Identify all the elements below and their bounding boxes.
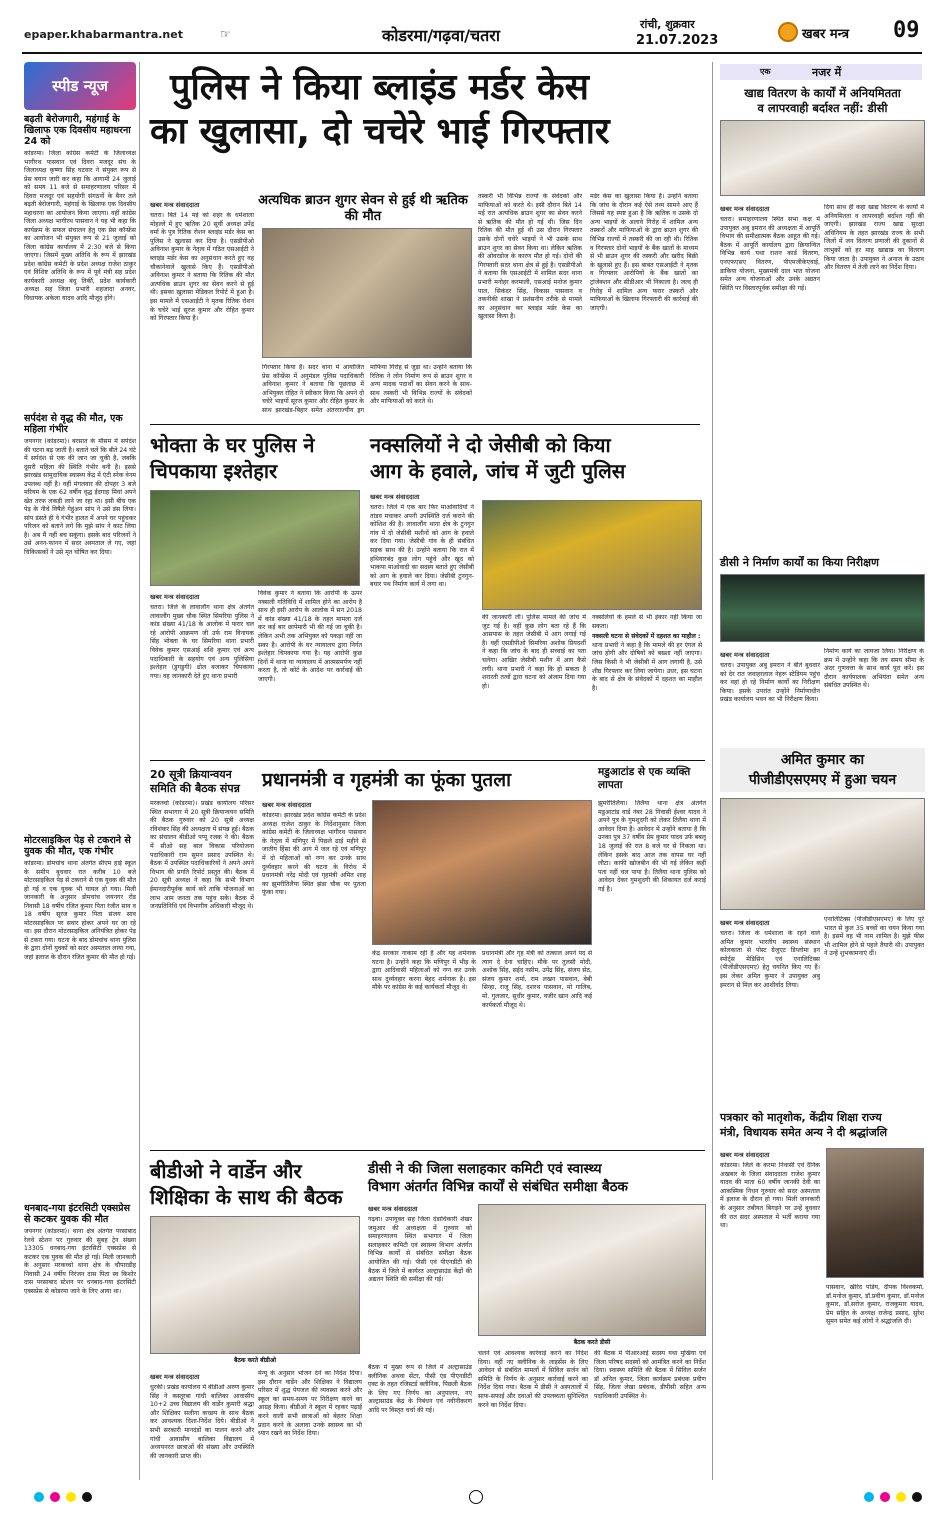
dc-meeting-body: की बैठक में पीआरआई सदस्य यथा मुखिया एवं जिला परिषद सदस्यों को आमंत्रित करने का निर्देश दिया। स्वास्थ्य समिति की बैठक में सिविल सर्जन डॉ अनिल कुमार, जिला कार्यक्रम प्रबंधक प्रवीण सिंह, जिला लेखा प्रबंधक, डीपीसी सहित अन्य पदाधिकारी उपस्थित थे। xyxy=(594,1350,706,1400)
madhuatand-headline: मडुआटांड से एक व्यक्ति लापता xyxy=(598,766,691,791)
lead-body: मर्डर केस का खुलासा किया है। उन्होंने बताया कि जांच के दौरान कई ऐसे तथ्य सामने आए हैं जिससे यह स्पष्ट हुआ है कि ऋतिक व उसके दो अन्य भाइयों के अलावे गिरोह में शामिल अन्य तस्करों और माफियाओं के द्वारा ब्राउन शुगर की विभिन्न राज्यों में तस्करी की जा रही थी। रितिक व गिरफ्तार दोनों भाइयों के बैंक खातों के माध्यम से भी ब्राउन शुगर की तस्करी और खरीद बिक्री के खुलासे हुए हैं। इस बाबत एसआईटी ने मृतक व गिरफ्तार आरोपियों के बैंक खातों का ट्रांजेक्शन और सीडीआर भी निकाला है। जल्द ही गिरोह में शामिल अन्य फरार तस्करों और माफियाओं के खिलाफ गिरफ्तारी की कार्रवाई की जाएगी। xyxy=(590,193,698,312)
speed-news-headline: धनबाद-गया इंटरसिटी एक्सप्रेस से कटकर युवक की मौत xyxy=(24,1203,131,1225)
speed-news-body: कोडरमा। डोमचांच थाना अंतर्गत सीएम हाई स्कूल के समीप बुधवार रात करीब 10 बजे मोटरसाइकिल पेड़ से टकराने से एक युवक की मौत हो गई व एक युवक भी घायल हो गया। मिली जानकारी के अनुसार डोमचांच जयनगर रोड निवासी 18 वर्षीय रजित कुमार पिता रंजीत साव व 18 वर्षीय सूरज कुमार पिता संजय साव मोटरसाइकिल पर सवार होकर अपने घर जा रहे था। इस दौरान मोटरसाइकिल अनियंत्रित होकर पेड़ से टकरा गया। घटना के बाद डोमचांच थाना पुलिस के द्वारा दोनों युवकों को सदर अस्पताल लाया गया, जहां इलाज के दौरान रंजित कुमार की मौत हो गई। xyxy=(24,860,136,961)
photo-caption: बैठक करते बीडीओ xyxy=(233,1357,277,1364)
masthead xyxy=(0,0,945,58)
dc-meeting-headline-line: डीसी ने की जिला सलाहकार कमिटी एवं स्वास्थ्य xyxy=(368,1161,602,1177)
amit-headline-line: पीजीडीएसएमए में हुआ चयन xyxy=(748,772,897,788)
amit-body: एनालिटिक्स (पीजीडीएसएमए) के लिए पूरे भारत से कुल 35 बच्चों का चयन किया गया है। इसमें वह भी नाम शामिल है। मुझे फीस भी शामिल होने से पहले तैयारी थी। उपायुक्त ने उन्हें शुभकामनाएं दीं। xyxy=(824,916,924,958)
speed-news-headline: मोटरसाइकिल पेड़ से टकराने से युवक की मौत, एक गंभीर xyxy=(24,835,131,857)
naxal-photo-jcb xyxy=(482,500,702,610)
header-rule xyxy=(22,52,922,54)
color-dot-icon xyxy=(66,1492,76,1502)
nazar-photo xyxy=(720,120,925,196)
bdo-body: धुरकी। प्रखंड कार्यालय में बीडीओ अरुण कुमार सिंह ने कस्तूरबा गांधी बालिका आवासीय 10+2 उच्च विद्यालय की वार्डेन कुमारी श्रद्धा और शिक्षिका सलीना कच्छप के साथ बैठक कर आवश्यक दिशा-निर्देश दिये। बीडीओ ने सभी सरकारी मानदंडों का पालन करने और गांधी आवासीय बालिका विद्यालय में अध्ययनरत छात्राओं की संख्या और उपस्थिति की जानकारी प्राप्त की। xyxy=(150,1384,254,1460)
naxal-body: चतरा। जिले में एक बार फिर माओवादियों ने तांडव मचाकर अपनी उपस्थिति दर्ज कराने की कोशिश की है। लावालौंग थाना क्षेत्र के टुनगुन गांव में दो जेसीबी मशीनों को आग के हवाले कर दिया गया। जेसीबी गांव के ही संबंधित सड़क साथ की है। उन्होंने बताया कि रात में हथियारबंद कुछ लोग पहुंचे और खुद को भाकपा माओवादी का सदस्य बताते हुए जेसीबी को आग के हवाले कर दिया। जेसीबी टुनगुन-बघार पथ निर्माण कार्य में लगा था। xyxy=(370,504,474,589)
byline: खबर मन्त्र संवाददाता xyxy=(262,801,312,809)
dc-inspect-body: चतरा। उपायुक्त अबु इमरान ने बीते बुधवार को देर रात जवाहरलाल नेहरू स्टेडियम पहुंच कर वहां हो रहे निर्माण कार्यों का निरीक्षण किया। इसके उपरांत उन्होंने निर्माणाधीन प्रखंड कार्यालय भवन का भी निरीक्षण किया। xyxy=(720,662,820,704)
twenty-point-body: मरकच्चो (कोडरमा)। प्रखंड कार्यालय परिसर स्थित सभागार में 20 सूत्री क्रियान्वयन समिति की बैठक गुरुवार को 20 सूत्री अध्यक्ष रविशंकर सिंह की अध्यक्षता में संपन्न हुई। बैठक का संचालन बीडीओ पप्पू रजक ने की। बैठक में सीओ सह बाल विकास परियोजना पदाधिकारी राम सुमन प्रसाद उपस्थित थे। बैठक में उपस्थित पदाधिकारियों ने अपने अपने विभाग की प्रगति रिपोर्ट प्रस्तुत की। बैठक में 20 सूत्री अध्यक्ष ने कहा कि सभी विभाग ईमानदारीपूर्वक कार्य करें ताकि योजनाओं का लाभ आम जनता तक पहुंच सके। बैठक में जनप्रतिनिधि एवं विभागीय अधिकारी मौजूद थे। xyxy=(150,800,254,911)
color-dot-icon xyxy=(82,1492,92,1502)
speed-news-headline: बढ़ती बेरोजगारी, महंगाई के खिलाफ एक दिवसीय महाधरना 24 को xyxy=(24,114,131,147)
naxal-body xyxy=(592,614,702,754)
brand-logo-icon xyxy=(778,22,798,42)
dc-inspect-body: निर्माण कार्य का जायजा लिया। निरीक्षण के क्रम में उन्होंने कहा कि तय समय सीमा के अंदर गुणवत्ता के साथ कार्य पूरा करें। इस दौरान कार्यपालक अभियंता समेत अन्य संबंधित उपस्थित थे। xyxy=(824,648,924,690)
column-divider xyxy=(139,62,140,1480)
byline: खबर मन्त्र संवाददाता xyxy=(720,205,770,213)
byline: खबर मन्त्र संवाददाता xyxy=(150,1373,200,1381)
amit-headline xyxy=(720,748,925,792)
speed-news-body: जयनगर (कोडरमा)। बरसात के मौसम में सर्पदंश की घटना बढ़ जाती है। बताते चलें कि बीते 24 घंटे में सर्पदंश से एक की जान जा चुकी है, जबकि दूसरी महिला की स्थिति गंभीर बनी है। इससे झारखंड सामुदायिक स्वास्थ्य केंद्र में एंटी स्नेक वेनम उपलब्ध नहीं है। वहीं मंगलवार की दोपहर 3 बजे मरियम के एक 62 वर्षीय वृद्ध ईदगाह मियां अपने खेत तरफ लकड़ी लाने जा रहा था। इसी बीच एक पेड़ के नीचे विषैले गेहुंअन सांप ने उसे डंस लिया। सांप डंसते ही वे गंभीर हालत में अपने घर पहुंचकर परिजन को बताने लगे कि मुझे सांप ने काट लिया है। अब मैं नहीं बच सकूंगा। इसके बाद परिजनों ने उसे अनन-फानन में सदर अस्पताल ले गए, जहां चिकित्सकों ने उसे मृत घोषित कर दिया। xyxy=(24,438,136,556)
column-divider xyxy=(712,62,713,1480)
amit-body: चतरा। जिला के धर्मशाला के रहने वाले अमित कुमार भारतीय स्वास्थ्य संस्थान कोलकाता से पोस्ट ग्रेजुएट डिप्लोमा इन स्पोर्ट्स मेडिसिन एवं एनालिटिक्स (पीजीडीएसएमए) हेतु चयनित किए गए हैं। इस लेकर अमित कुमार ने उपायुक्त अबु इमरान से मिल कर आशीर्वाद लिया। xyxy=(720,930,820,989)
byline: खबर मन्त्र संवाददाता xyxy=(368,1205,418,1213)
effigy-headline: प्रधानमंत्री व गृहमंत्री का फूंका पुतला xyxy=(262,769,512,791)
dc-meeting-photo xyxy=(478,1204,706,1336)
bdo-headline-line: शिक्षिका के साथ की बैठक xyxy=(150,1185,343,1209)
color-dot-icon xyxy=(34,1492,44,1502)
registration-mark-icon xyxy=(469,1490,483,1504)
dc-meeting-body: बैठक में मुख्य रूप से जिले में अल्ट्रासाउंड क्लीनिक अथवा सेंटर, पीसी एंड पीएनडीटी एक्ट के तहत रजिस्टर्ड क्लीनिक, पिछली बैठक के लिए गए निर्णय का अनुपालन, नए अल्ट्रासाउंड केंद्र के निबंधन एवं नवीनीकरण आदि पर विस्तृत चर्चा की गई। xyxy=(368,1364,472,1414)
bdo-photo xyxy=(150,1216,360,1354)
lead-subhead: अत्यधिक ब्राउन शुगर सेवन से हुई थी ऋतिक की मौत xyxy=(258,193,468,224)
byline: खबर मन्त्र संवाददाता xyxy=(150,593,200,601)
speed-news-headline: सर्पदंश से वृद्ध की मौत, एक महिला गंभीर xyxy=(24,413,123,435)
dc-inspect-headline: डीसी ने निर्माण कार्यों का किया निरीक्षण xyxy=(720,556,879,569)
effigy-body: कोडरमा। झारखंड प्रदेश कांग्रेस कमेटी के प्रदेश अध्यक्ष राजेश ठाकुर के निर्देशानुसार जिला कांग्रेस कमेटी के जिलाध्यक्ष भागीरथ पासवान के नेतृत्व में मणिपुर में पिछले ढाई महीने से जातीय हिंसा की आग में जल रहे एवं मणिपुर में दो महिलाओं को नग्न कर उनके साथ दुर्व्यवहार करने की घटना के विरोध में प्रधानमंत्री नरेंद्र मोदी एवं गृहमंत्री अमित शाह का झुमरीतिलैया स्थित झंडा चौक पर पुतला फूंका गया। xyxy=(262,812,366,897)
byline: खबर मन्त्र संवाददाता xyxy=(720,919,770,927)
naxal-body: की जानकारी ली। पुलिस मामले की जांच में जुट गई है। वहीं कुछ लोग बता रहे हैं कि आसपास के तहत जेसीबी में आग लगाई गई है। वहीं एसडीपीओ सिमरिया अशोक प्रियदर्शी ने कहा कि जांच के बाद ही सच्चाई का पता चलेगा। आखिर जेसीबी मशीन में आग कैसे लगी। थाना प्रभारी ने कहा कि हो सकता है शरारती तत्वों द्वारा घटना को अंजाम दिया गया हो। xyxy=(482,614,586,690)
bhokta-body: चतरा। जिले के लावालौंग थाना क्षेत्र अंतर्गत लावालौंग मुख्य चौक स्थित सिमरिया पुलिस ने कांड संख्या 41/18 के आलोक में फरार चल रहे आरोपी आक्रमण जी उर्फ राम विनायक सिंह भोक्ता के घर सिमरिया थाना प्रभारी विवेक कुमार एसआई शशि कुमार एवं अन्य पदाधिकारी के सहयोग एवं अन्य पुलिसिया इश्तेहार (डुगडुगी) ढोल बजाकर चिपकाया गया। वह जानकारी देते हुए थाना प्रभारी xyxy=(150,604,254,680)
nazar-body: दिया साथ ही कहा खाद्य वितरण के कार्यों में अनियमितता व लापरवाही बर्दाश्त नहीं की जाएगी। झारखंड राज्य खाद्य सुरक्षा अधिनियम के तहत झारखंड राज्य के सभी जिलों में जन वितरण प्रणाली की दुकानों से लाभुकों को हर माह खाद्यान्न का वितरण किया जाता है। उपायुक्त ने अनाज के उठाव और वितरण में तेजी लाने का निर्देश दिया। xyxy=(824,204,924,272)
nazar-headline-line: खाद्य वितरण के कार्यों में अनियमितता xyxy=(744,86,901,100)
speed-news-column xyxy=(24,62,136,1480)
bdo-headline-line: बीडीओ ने वार्डेन और xyxy=(150,1159,302,1183)
print-registration-strip xyxy=(24,1490,924,1504)
issue-date: 21.07.2023 xyxy=(636,33,719,48)
bhokta-photo xyxy=(150,490,360,586)
naxal-headline-line: नक्सलियों ने दो जेसीबी को किया xyxy=(370,433,611,457)
site-url[interactable]: epaper.khabarmantra.net xyxy=(24,28,183,41)
lead-body: चतरा। बिते 14 मई को शहर के धर्मशाला मोहल्ले में हुए ऋतिक 20 सूर्यी अध्यक्ष उपेंद्र वर्मा के पुत्र रितिक रोशन ब्लाइंड मर्डर केस का पुलिस ने खुलासा कर दिया है। एसडीपीओ अविनाश कुमार के नेतृत्व में गठित एसआईटी ने ब्लाइंड मर्डर केस का अनुसंधान करते हुए वह चौकानेवाले खुलासे किए हैं। एसडीपीओ अविनाश कुमार ने बताया कि रितिक की मौत अत्यधिक ब्राउन शुगर का सेवन करने से हुई थी। इसका खुलासा मेडिकल रिपोर्ट में हुआ है। इस मामले में एसआईटी ने मृतक रितिक रोशन के चचेरे भाई सूरज कुमार और रोहित कुमार को गिरफ्तार किया है। xyxy=(150,212,254,323)
effigy-body: प्रधानमंत्री और गृह मंत्री को तत्काल अपने पद से त्याग दे देना चाहिए। मौके पर तुलसी मोदी, अशोक सिंह, सईद नसीम, उपेंद्र सिंह, संजय सेठ, संजय कुमार शर्मा, राम लखन पासवान, बेबी सिन्हा, राजू सिंह, दशरथ पासवान, मो गालिब, मो. गुलजार, सुधीर कुमार, वजीर खान आदि कई कार्यकर्ता मौजूद थे। xyxy=(482,950,592,1009)
nazar-label-2: नजर में xyxy=(812,66,842,79)
bhokta-body: विवेक कुमार ने बताया कि आरोपी के ऊपर नक्सली गतिविधि में शामिल होने का आरोप है साथ ही इसी आरोप के आलोक में सन 2018 में कांड संख्या 41/18 के तहत मामला दर्ज कर कई बार छापेमारी भी की गई जा चुकी है। लेकिन अभी तक अभियुक्त को पकड़ा नहीं जा सका है। आरोपी के घर न्यायालय द्वारा निर्गत इश्तेहार चिपकाया गया है। यह आरोपी कुछ दिनों में थाना या न्यायालय में आत्मसमर्पण नहीं करता है, तो कोर्ट के आदेश पर कार्रवाई की जाएगी। xyxy=(258,590,362,683)
madhuatand-body: झुमरीतिलैया। तिलैया थाना क्षेत्र अंतर्गत मडुआटांड वार्ड नंबर 28 निवासी ईश्वर यादव ने अपने पुत्र के गुमशुदगी को लेकर तिलैया थाना में आवेदन दिया है। आवेदन में उन्होंने बताया है कि उनका पुत्र 37 वर्षीय प्रेम कुमार यादव उर्फ बबलू 18 जुलाई की रात 8 बजे घर से निकला था। लेकिन इसके बाद आज तक वापस घर नहीं लौटा। काफी खोजबीन की भी गई लेकिन कहीं पता नहीं चल पाया है। तिलैया थाना पुलिस को आवेदन देकर गुमशुदगी की शिकायत दर्ज कराई गई है। xyxy=(598,800,706,893)
byline: खबर मन्त्र संवाददाता xyxy=(720,651,770,659)
speed-news-logo: स्पीड न्यूज xyxy=(24,62,136,110)
color-dot-icon xyxy=(880,1492,890,1502)
naxal-headline-line: आग के हवाले, जांच में जुटी पुलिस xyxy=(370,459,626,483)
lead-headline-line: का खुलासा, दो चचेरे भाई गिरफ्तार xyxy=(150,111,610,152)
section-divider xyxy=(150,1150,705,1151)
section-divider xyxy=(150,424,700,425)
bhokta-headline: भोक्ता के घर पुलिस ने चिपकाया इश्तेहार xyxy=(150,433,315,483)
dc-meeting-body: गढ़वा। उपायुक्त सह जिला दंडाधिकारी शेखर जमुआर की अध्यक्षता में गुरुवार को समाहरणालय स्थित सभागार में जिला सलाहकार कमिटी एवं स्वास्थ्य विभाग अंतर्गत विभिन्न कार्यों से संबंधित समीक्षा बैठक आयोजित की गई। पीसी एवं पीएनडीटी की बैठक में जिले में कार्यरत अल्ट्रासाउंड केंद्रों की अद्यतन स्थिति की समीक्षा की गई। xyxy=(368,1216,472,1284)
naxal-body-lead: नक्सलियों के हमले से भी इंकार नहीं किया जा सकता। xyxy=(592,614,702,630)
tribute-headline-line: मंत्री, विधायक समेत अन्य ने दी श्रद्धांजलि xyxy=(720,1126,888,1139)
speed-news-body: कोडरमा। जिला कांग्रेस कमेटी के जिलाध्यक्ष भागीरथ पासवान एवं दिवरा मजदूर संघ के जिलाध्यक्ष कृष्णा सिंह घटवार ने संयुक्त रूप से प्रेस बयान जारी कर कहा कि आगामी 24 जुलाई को समय 11 बजे से समाहरणालय परिसर में दिवरा मजदूर एवं सहयोगी संगठनों के बैनर तले बढ़ती बेरोजगारी, महंगाई के खिलाफ एक दिवसीय महाधरना का आयोजन किया जाएगा। वहीं कांग्रेस जिला अध्यक्ष भागीरथ पासवान ने यह भी कहा कि कार्यक्रम के सफल संचालन हेतु एक प्रेस कॉन्फ्रेंस का आयोजन भी संयुक्त रूप से 21 जुलाई को जिला कांग्रेस कार्यालय में 2:30 बजे से किया जाएगा। जिसमें मुख्य अतिथि के रूप में झारखंड प्रदेश कांग्रेस कमेटी के प्रदेश अध्यक्ष राजेश ठाकुर एवं विशिष्ट अतिथि के रूप में पूर्व मंत्री सह प्रदेश कार्यकारी अध्यक्ष बंधु तिर्की, प्रदेश कार्यकारी अध्यक्ष सह जिला प्रभारी शहजादा अनवर, विधायक अकेला यादव आदि मौजूद होंगे। xyxy=(24,150,136,302)
color-dot-icon xyxy=(864,1492,874,1502)
nazar-label xyxy=(720,64,922,80)
lead-headline-line: पुलिस ने किया ब्लाइंड मर्डर केस xyxy=(170,67,589,108)
lead-body: गिरफ्तार किया है। सदर थाना में आयोजित प्रेस कॉन्फ्रेंस में अनुमंडल पुलिस पदाधिकारी अविनाश कुमार ने बताया कि पूछताछ में अभियुक्त रोहित ने स्वीकार किया कि अपने दो चचेरे भाइयों सूरज कुमार और रोहित कुमार के साथ झारखंड-बिहार समेत अंतरराज्यीय ड्रग माफिया गिरोह से जुड़ा था। उन्होंने बताया कि रितिक ने लोन निर्माण रूप से ब्राउन शुगर व अन्य मादक पदार्थों का सेवन करने के साथ-साथ तस्करी भी विभिन्न राज्यों के संवेदकों और माफियाओं को करते थे। xyxy=(262,364,472,414)
region-label: कोडरमा/गढ़वा/चतरा xyxy=(382,26,500,45)
nazar-headline xyxy=(720,86,925,116)
nazar-headline-line: व लापरवाही बर्दाश्त नहीं: डीसी xyxy=(757,101,888,115)
byline: खबर मन्त्र संवाददाता xyxy=(150,201,200,209)
naxal-subhead: नक्सली घटना से संवेदकों में दहशत का माहौल : xyxy=(592,633,701,641)
byline: खबर मन्त्र संवाददाता xyxy=(370,493,420,501)
tribute-body: कोडरमा। जिले के करमा निवासी एवं दैनिक अखबार के जिला संवाददाता राजेश कुमार यादव की माता 60 वर्षीय जानकी देवी का आकस्मिक निधन गुरुवार को सदर अस्पताल में इलाज के दौरान हो गया। मिली जानकारी के अनुसार तबीयत बिगड़ने पर उन्हें बुधवार की रात सदर अस्पताल में भर्ती कराया गया था। xyxy=(720,1162,820,1230)
color-dot-icon xyxy=(896,1492,906,1502)
dc-meeting-headline xyxy=(368,1160,708,1196)
nazar-body: चतरा। समाहरणालय स्थित सभा कक्ष में उपायुक्त अबु इमरान की अध्यक्षता में आपूर्ति विभाग की समीक्षात्मक बैठक आहूत की गई। बैठक में आपूर्ति कार्यालय द्वारा क्रियान्वित विभिन्न कार्य यथा राशन कार्ड वितरण, एनएफएसए वितरण, पीएमजीकेएवाई, डाकिया योजना, मुख्यमंत्री दाल भात योजना समेत अन्य योजनाओं और उनके अद्यतन स्थिति पर विस्तारपूर्वक समीक्षा की गई। xyxy=(720,216,820,292)
effigy-body: केंद्र सरकार नाकाम रही है और यह शर्मनाक घटना है। उन्होंने कहा कि मणिपुर में भीड़ के द्वारा आदिवासी महिलाओं को नग्न कर उनके साथ दुर्व्यवहार करना बेहद शर्मनाक है। इस मौके पर कांग्रेस के कई कार्यकर्ता मौजूद थे। xyxy=(372,950,476,992)
photo-caption: बैठक करते डीसी xyxy=(573,1339,611,1346)
section-divider xyxy=(150,760,705,761)
speed-news-body: जयनगर (कोडरमा)। थाना क्षेत्र अंतर्गत परसाबाद रेलवे स्टेशन पर गुरुवार की सुबह ट्रेन संख्या 13305 धनबाद-गया इंटरसिटी एक्सप्रेस से कटकर एक युवक की मौत हो गई। मिली जानकारी के अनुसार मरकच्चो थाना क्षेत्र के चौपारडीह निवासी 24 वर्षीय निरंजन दास पिता स्व किशोर दास परसाबाद स्टेशन पर धनबाद-गया इंटरसिटी एक्सप्रेस से कोडरमा जाने के लिए आया था। xyxy=(24,1228,136,1295)
color-dot-icon xyxy=(50,1492,60,1502)
lead-headline xyxy=(150,66,710,154)
naxal-headline xyxy=(370,432,705,484)
amit-photo xyxy=(720,798,925,910)
dc-meeting-body: चलने एवं आवश्यक कार्रवाई करने का निर्देश दिया। वहीं नए क्लीनिक के लाइसेंस के लिए आवेदन से संबंधित मामलों में सिविल सर्जन को समिति के निर्णय के अनुसार कार्रवाई करने का निर्देश दिया गया। बैठक में डीसी ने अस्पतालों में साफ-सफाई और दवाओं की उपलब्धता सुनिश्चित करने का निर्देश दिया। xyxy=(478,1350,588,1409)
effigy-photo xyxy=(372,800,592,945)
brand-name: खबर मन्त्र xyxy=(802,27,850,42)
amit-headline-line: अमित कुमार का xyxy=(780,752,865,768)
tribute-headline-line: पत्रकार को मातृशोक, केंद्रीय शिक्षा राज्य xyxy=(720,1111,882,1124)
lead-body: तस्करी भी विभिन्न राज्यों के संवेदकों और माफियाओं को करते थे। इसी दौरान बिते 14 मई रात अत्यधिक ब्राउन शुगर का सेवन करने से ऋतिक की मौत हो गई थी। जिस दिन रितिक की मौत हुई थी उस दौरान गिरफ्तार उसके दोनों चचेरे भाइयों ने भी उसके साथ ब्राउन शुगर का सेवन किया था। लेकिन ऋतिक की ओवरडोज के कारण मौत हो गई। दोनों की गिरफ्तारी सदर थाना क्षेत्र से हुई है। एसडीपीओ ने बताया कि एसआईटी में शामिल सदर थाना प्रभारी मनोहर करमाली, एसआई मनोज कुमार पाल, सिकंदर सिंह, विकास पासवान व तकनीकी शाखा ने प्रशंसनीय तरीके से मामले का अनुसंधान कर ब्लाइंड मर्डर केस का खुलासा किया है। xyxy=(478,193,582,321)
bdo-headline xyxy=(150,1158,360,1210)
dc-meeting-headline-line: विभाग अंतर्गत विभिन्न कार्यों से संबंधित समीक्षा बैठक xyxy=(368,1179,628,1195)
dc-inspect-photo xyxy=(720,574,925,642)
naxal-body-text: थाना प्रभारी ने कहा है कि मामले की हर एंगल से जांच होगी और दोषियों को बख्शा नहीं जाएगा। जिस किसी ने भी जेसीबी में आग लगायी है, उसे शीघ्र गिरफ्तार कर लिया जायेगा। उधर, इस घटना के बाद से क्षेत्र के संवेदकों में दहशत का माहौल है। xyxy=(592,641,702,692)
color-dot-icon xyxy=(912,1492,922,1502)
tribute-headline xyxy=(720,1110,925,1140)
lead-photo-police xyxy=(262,228,472,358)
tribute-photo xyxy=(826,1148,924,1278)
twenty-point-headline: 20 सूत्री क्रियान्वयन समिति की बैठक संपन्न xyxy=(150,768,240,795)
bdo-body: मेन्यू के अनुसार भोजन देने का निर्देश दिया। इस दौरान वार्डेन और शिक्षिका ने विद्यालय परिसर में शुद्ध पेयजल की व्यवस्था करने और स्कूल का समय-समय पर निरीक्षण करने का आग्रह किया। बीडीओ ने स्कूल में रहकर पढ़ाई करने वाली सभी छात्राओं को बेहतर शिक्षा प्रदान करने के अलावा उनके स्वास्थ्य का भी ध्यान रखने का निर्देश दिया। xyxy=(258,1370,362,1438)
tribute-body: पासवान, खीरेद पांडेय, दीपक विश्वकर्मा, डॉ.मनोज कुमार, डॉ.प्रवीण कुमार, डॉ.मनोज कुमार, डॉ.सरोज कुमार, राजकुमार यादव, प्रेम सहित के अध्यक्ष राजेन्द्र प्रसाद, सुरेश सुमन समेत कई लोगों ने श्रद्धांजलि दी। xyxy=(826,1284,924,1326)
byline: खबर मन्त्र संवाददाता xyxy=(720,1151,770,1159)
page-number: 09 xyxy=(893,18,920,43)
nazar-label-1: एक xyxy=(760,67,771,76)
city-day: रांची, शुक्रवार xyxy=(640,18,695,31)
cursor-icon: ☞ xyxy=(220,27,231,41)
